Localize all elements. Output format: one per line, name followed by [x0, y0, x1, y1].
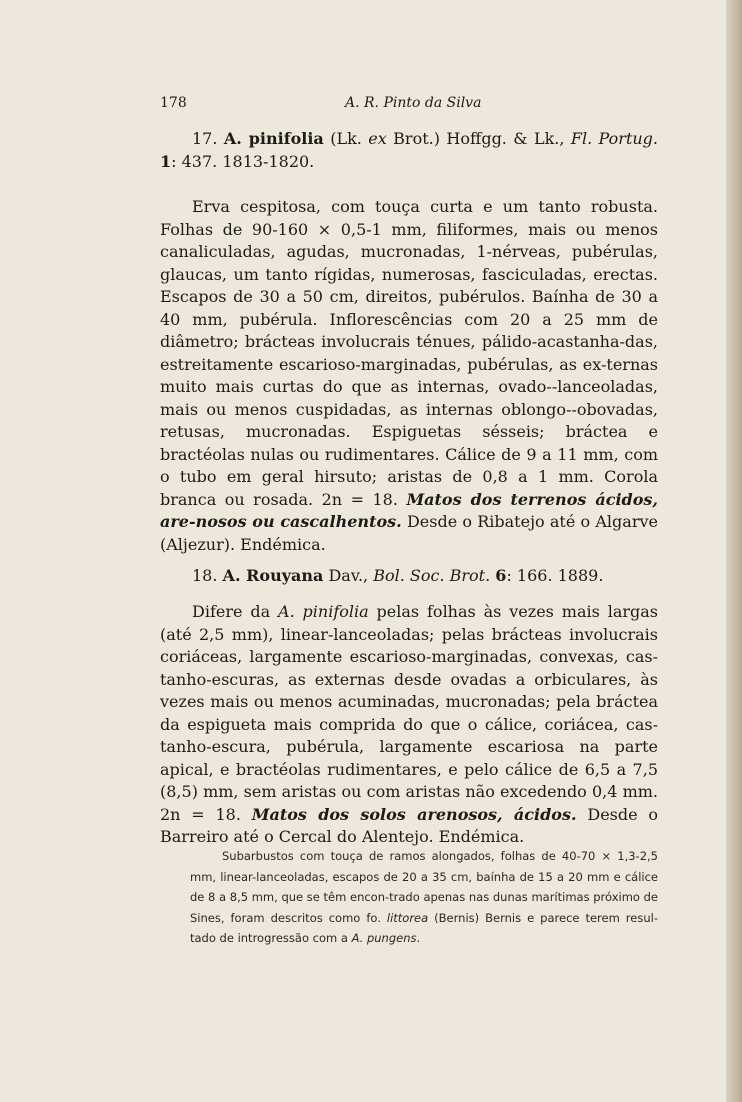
species-18-name: A. Rouyana	[222, 566, 324, 585]
species-17-distribution: Desde o Ribatejo até o Algarve (Aljezur). Endémica.	[160, 512, 658, 554]
species-17-volume: 1	[160, 151, 172, 171]
species-17-habitat: Matos dos terrenos ácidos, are-nosos ou cascalhentos.	[160, 489, 658, 531]
species-17-authority-a: (Lk.	[323, 129, 369, 148]
note-text-b: (Bernis) Bernis e parece terem resul-tado de introgressão com a	[190, 910, 658, 945]
running-head: A. R. Pinto da Silva	[345, 95, 482, 111]
species-17-ex: ex	[368, 129, 387, 148]
species-18-desc-intro: Difere da	[192, 602, 279, 621]
species-18-pages: : 166. 1889.	[506, 566, 604, 585]
species-18-authority: Dav.,	[323, 566, 374, 585]
species-18-compare: A. pinifolia	[278, 602, 369, 621]
species-18-desc-text: pelas folhas às vezes mais largas (até 2,5 mm), linear-lanceoladas; pelas brácteas involucrais coriáceas, largamente escarioso-marginadas, convexas, cas-tanho-escuras, as externas desde ovadas a orbiculares, às vezes mais ou menos acuminadas, mucronadas; pela bráctea da espigueta mais comprida do que o cálice, coriácea, cas-tanho-escura, pubérula, largamente escariosa na parte apical, e bractéolas rudimentares, e pelo cálice de 6,5 a 7,5 (8,5) mm, sem aristas ou com aristas não excedendo 0,4 mm. 2n = 18.	[160, 602, 658, 824]
note-text-a: Subarbustos com touça de ramos alongados, folhas de 40-70 × 1,3-2,5 mm, linear-lanceoladas, escapos de 20 a 35 cm, baínha de 15 a 20 mm e cálice de 8 a 8,5 mm, que se têm encon-trado apenas nas dunas marítimas próximo de Sines, foram descritos como fo.	[190, 849, 658, 925]
species-17-desc-text: Erva cespitosa, com touça curta e um tanto robusta. Folhas de 90-160 × 0,5-1 mm, filiformes, mais ou menos canaliculadas, agudas, mucronadas, 1-nérveas, pubérulas, glaucas, um tanto rígidas, numerosas, fasciculadas, erectas. Escapos de 30 a 50 cm, direitos, pubérulos. Baínha de 30 a 40 mm, pubérula. Inflorescências com 20 a 25 mm de diâmetro; brácteas involucrais ténues, pálido-acastanha-das, estreitamente escarioso-marginadas, pubérulas, as ex-ternas muito mais curtas do que as internas, ovado--lanceoladas, mais ou menos cuspidadas, as internas oblongo--obovadas, retusas, mucronadas. Espiguetas sésseis; bráctea e bractéolas nulas ou rudimentares. Cálice de 9 a 11 mm, com o tubo em geral hirsuto; aristas de 0,8 a 1 mm. Corola branca ou rosada. 2n = 18.	[160, 197, 658, 509]
species-17-pages: : 437. 1813-1820.	[171, 151, 315, 171]
species-18-publication: Bol. Soc. Brot.	[373, 566, 491, 585]
page-header	[160, 95, 658, 115]
species-17-number: 17.	[192, 129, 218, 148]
species-18-heading	[160, 565, 658, 588]
note-text-c: .	[416, 931, 421, 945]
note-form: littorea	[386, 910, 429, 925]
species-17-publication: Fl. Portug.	[570, 129, 659, 148]
species-17-name: A. pinifolia	[223, 129, 324, 148]
species-17-heading	[160, 128, 658, 173]
page-edge	[726, 0, 742, 1102]
footnote	[190, 846, 658, 949]
page-number: 178	[160, 95, 187, 111]
species-18-habitat: Matos dos solos arenosos, ácidos.	[251, 804, 577, 824]
species-18-number: 18.	[192, 566, 218, 585]
note-taxon: A. pungens	[351, 931, 417, 945]
species-17-authority-b: Brot.) Hoffgg. & Lk.,	[386, 129, 571, 148]
species-18-distribution: Desde o Barreiro até o Cercal do Alentejo. Endémica.	[160, 804, 659, 846]
species-18-volume: 6	[495, 566, 507, 585]
species-17-description	[160, 196, 658, 556]
species-18-description	[160, 601, 658, 849]
